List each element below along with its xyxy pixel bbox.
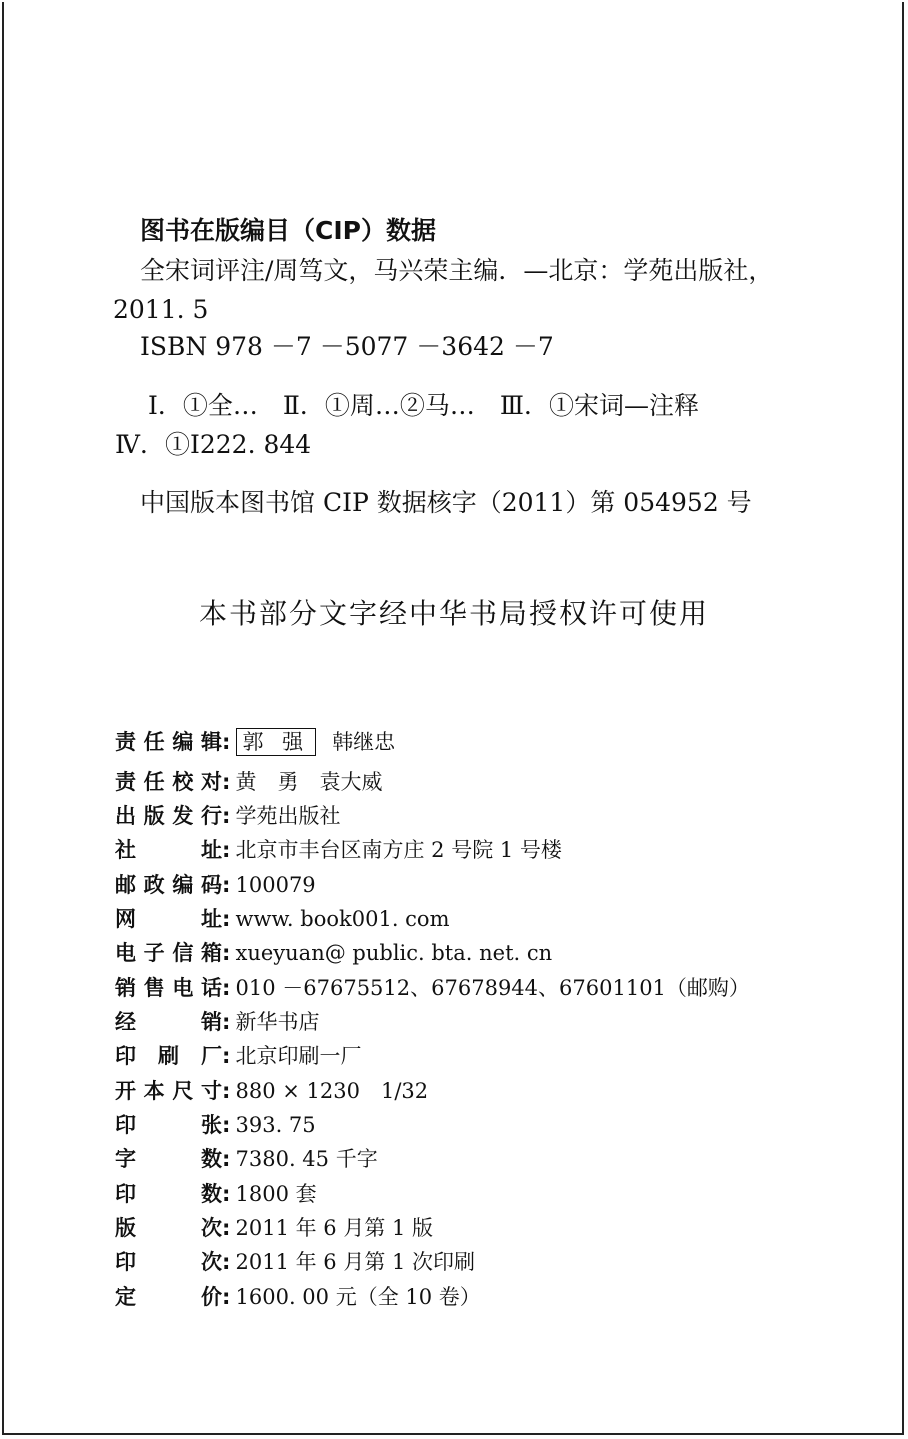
info-row-editor: 责任编辑: 郭 强 韩继忠 — [115, 727, 395, 757]
info-row-email: 电子信箱: xueyuan@ public. bta. net. cn — [115, 938, 552, 968]
info-value: 北京市丰台区南方庄 2 号院 1 号楼 — [235, 838, 562, 862]
info-value: 1800 套 — [235, 1182, 317, 1206]
info-value: 黄 勇 袁大威 — [235, 770, 383, 794]
editor-boxed-name: 郭 强 — [236, 728, 317, 756]
info-row-address: 社址: 北京市丰台区南方庄 2 号院 1 号楼 — [115, 835, 562, 865]
info-value: 7380. 45 千字 — [235, 1147, 378, 1171]
license-notice: 本书部分文字经中华书局授权许可使用 — [198, 597, 709, 630]
info-label: 印张 — [115, 1113, 222, 1137]
cip-classification-2: Ⅳ．①I222. 844 — [115, 430, 312, 459]
info-label: 经销 — [115, 1010, 222, 1034]
info-row-printer: 印刷厂: 北京印刷一厂 — [115, 1041, 362, 1071]
info-value: 北京印刷一厂 — [235, 1044, 362, 1068]
info-value: 2011 年 6 月第 1 次印刷 — [235, 1250, 476, 1274]
info-label: 出版发行 — [115, 804, 222, 828]
info-value: xueyuan@ public. bta. net. cn — [235, 941, 553, 965]
info-row-postcode: 邮政编码: 100079 — [115, 870, 316, 900]
info-label: 电子信箱 — [115, 941, 222, 965]
info-value: www. book001. com — [235, 907, 450, 931]
cip-record-number: 中国版本图书馆 CIP 数据核字（2011）第 054952 号 — [140, 488, 752, 517]
info-label: 印数 — [115, 1182, 222, 1206]
info-row-website: 网址: www. book001. com — [115, 904, 450, 934]
info-row-publisher: 出版发行: 学苑出版社 — [115, 801, 341, 831]
info-row-sheets: 印张: 393. 75 — [115, 1110, 316, 1140]
info-value: 100079 — [235, 873, 316, 897]
info-row-format: 开本尺寸: 880 × 1230 1/32 — [115, 1076, 428, 1106]
info-value: 010 －67675512、67678944、67601101（邮购） — [235, 976, 750, 1000]
info-label: 社址 — [115, 838, 222, 862]
info-row-sales-phone: 销售电话: 010 －67675512、67678944、67601101（邮购） — [115, 973, 750, 1003]
info-value: 880 × 1230 1/32 — [235, 1079, 429, 1103]
info-row-word-count: 字数: 7380. 45 千字 — [115, 1144, 378, 1174]
info-label: 开本尺寸 — [115, 1079, 222, 1103]
cip-book-entry: 全宋词评注/周笃文，马兴荣主编．—北京：学苑出版社， — [140, 256, 774, 285]
info-label: 邮政编码 — [115, 873, 222, 897]
cip-isbn: ISBN 978 －7 －5077 －3642 －7 — [140, 332, 554, 361]
info-label: 网址 — [115, 907, 222, 931]
info-value: 新华书店 — [235, 1010, 320, 1034]
info-row-edition: 版次: 2011 年 6 月第 1 版 — [115, 1213, 433, 1243]
info-label: 字数 — [115, 1147, 222, 1171]
info-row-proofreader: 责任校对: 黄 勇 袁大威 — [115, 767, 383, 797]
info-label: 定价 — [115, 1285, 222, 1309]
info-label: 责任编辑 — [115, 730, 222, 754]
info-row-printing: 印次: 2011 年 6 月第 1 次印刷 — [115, 1247, 475, 1277]
info-label: 印次 — [115, 1250, 222, 1274]
info-label: 印刷厂 — [115, 1044, 222, 1068]
info-label: 销售电话 — [115, 976, 222, 1000]
info-value: 393. 75 — [235, 1113, 316, 1137]
info-row-distributor: 经销: 新华书店 — [115, 1007, 320, 1037]
info-label: 责任校对 — [115, 770, 222, 794]
info-value: 2011 年 6 月第 1 版 — [235, 1216, 434, 1240]
cip-publication-date: 2011. 5 — [113, 295, 209, 324]
info-value: 1600. 00 元（全 10 卷） — [235, 1285, 481, 1309]
info-row-print-run: 印数: 1800 套 — [115, 1179, 317, 1209]
info-value: 学苑出版社 — [235, 804, 341, 828]
cip-classification-1: Ⅰ．①全… Ⅱ．①周…②马… Ⅲ．①宋词—注释 — [148, 391, 699, 420]
editor-other-name: 韩继忠 — [332, 730, 396, 754]
info-value — [236, 730, 396, 754]
info-row-price: 定价: 1600. 00 元（全 10 卷） — [115, 1282, 481, 1312]
info-label: 版次 — [115, 1216, 222, 1240]
cip-title: 图书在版编目（CIP）数据 — [140, 216, 436, 245]
